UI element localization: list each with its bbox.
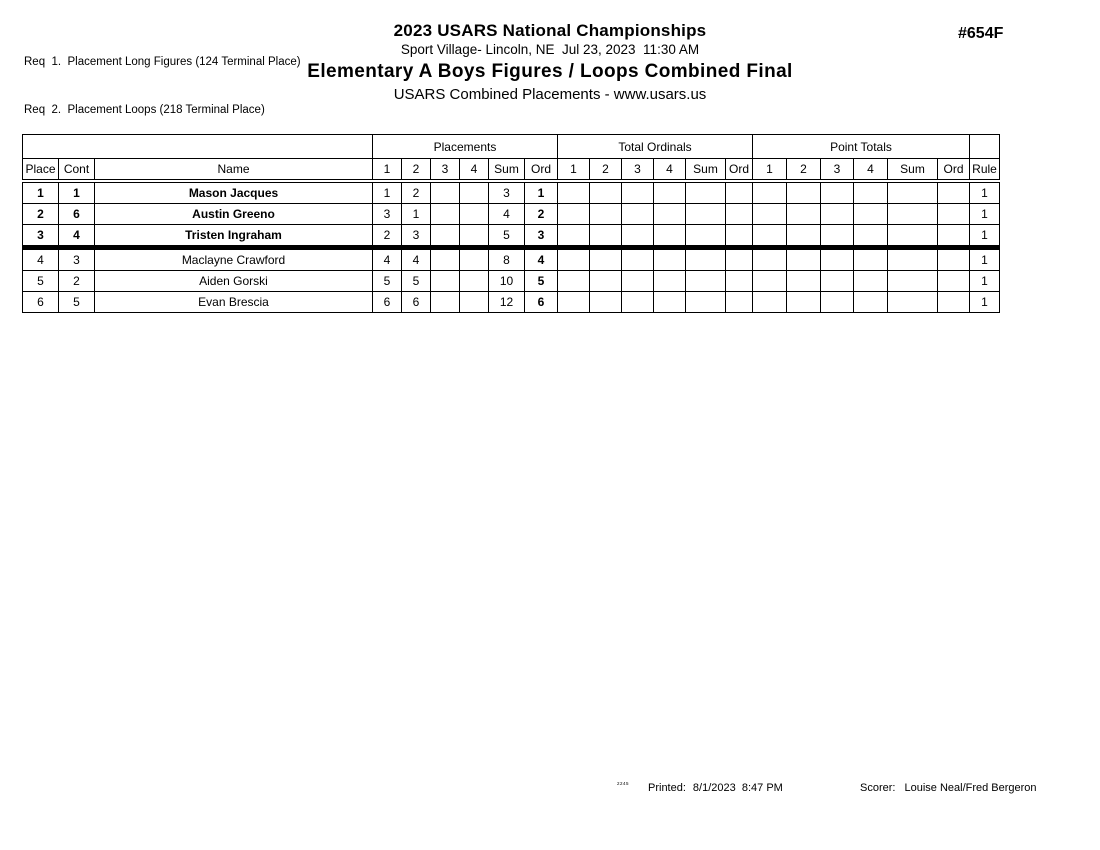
table-row xyxy=(23,181,1000,204)
point-total-cell-empty xyxy=(854,204,888,225)
point-total-ord-cell-empty xyxy=(938,225,970,248)
place-cell: 3 xyxy=(23,225,59,248)
place-cell: 2 xyxy=(23,204,59,225)
point-total-ord-cell-empty xyxy=(938,181,970,204)
results-table xyxy=(22,134,1000,313)
total-ordinal-cell-empty xyxy=(590,292,622,313)
point-total-cell-empty xyxy=(787,225,821,248)
name-cell: Aiden Gorski xyxy=(95,271,373,292)
table-row xyxy=(23,271,1000,292)
cont-cell: 3 xyxy=(59,248,95,271)
point-total-sum-cell-empty xyxy=(888,225,938,248)
placement-3-cell xyxy=(431,292,460,313)
placement-ord-cell: 2 xyxy=(525,204,558,225)
placement-4-cell xyxy=(460,225,489,248)
point-total-cell-empty xyxy=(753,271,787,292)
cont-cell: 4 xyxy=(59,225,95,248)
point-total-4-header: 4 xyxy=(854,159,888,182)
point-total-sum-cell-empty xyxy=(888,292,938,313)
point-total-sum-header: Sum xyxy=(888,159,938,182)
point-total-sum-cell-empty xyxy=(888,204,938,225)
point-total-cell-empty xyxy=(854,248,888,271)
placements-group-header: Placements xyxy=(373,135,558,159)
placement-4-cell xyxy=(460,204,489,225)
rule-cell: 1 xyxy=(970,271,1000,292)
version-code: 2245 xyxy=(617,781,630,786)
spacer-cell xyxy=(970,135,1000,159)
placement-ord-cell: 1 xyxy=(525,181,558,204)
placement-sum-cell: 5 xyxy=(489,225,525,248)
placement-2-cell: 3 xyxy=(402,225,431,248)
table-row xyxy=(23,248,1000,271)
point-total-cell-empty xyxy=(854,292,888,313)
placement-1-cell: 2 xyxy=(373,225,402,248)
point-total-ord-cell-empty xyxy=(938,204,970,225)
column-header-row xyxy=(23,159,1000,182)
point-total-cell-empty xyxy=(821,292,854,313)
rule-cell: 1 xyxy=(970,181,1000,204)
total-ordinal-ord-cell-empty xyxy=(726,225,753,248)
point-total-cell-empty xyxy=(821,204,854,225)
scorer-line xyxy=(860,782,1037,794)
placement-sum-cell: 10 xyxy=(489,271,525,292)
total-ordinal-cell-empty xyxy=(590,204,622,225)
point-total-ord-cell-empty xyxy=(938,248,970,271)
total-ordinal-4-header: 4 xyxy=(654,159,686,182)
name-cell: Mason Jacques xyxy=(95,181,373,204)
placement-2-cell: 4 xyxy=(402,248,431,271)
rule-cell: 1 xyxy=(970,292,1000,313)
point-total-cell-empty xyxy=(821,271,854,292)
total-ordinal-cell-empty xyxy=(590,181,622,204)
venue-date-line: Sport Village- Lincoln, NE Jul 23, 2023 11:30 AM xyxy=(400,42,700,57)
printed-value: 8/1/2023 8:47 PM xyxy=(692,782,783,794)
name-cell: Austin Greeno xyxy=(95,204,373,225)
cont-cell: 1 xyxy=(59,181,95,204)
placement-ord-cell: 3 xyxy=(525,225,558,248)
total-ordinal-cell-empty xyxy=(622,292,654,313)
point-total-cell-empty xyxy=(821,181,854,204)
total-ordinal-cell-empty xyxy=(654,204,686,225)
total-ordinal-cell-empty xyxy=(654,271,686,292)
total-ordinal-ord-cell-empty xyxy=(726,204,753,225)
point-totals-group-header: Point Totals xyxy=(753,135,970,159)
championship-title: 2023 USARS National Championships xyxy=(393,21,707,40)
rule-header: Rule xyxy=(970,159,1000,182)
scorer-value: Louise Neal/Fred Bergeron xyxy=(904,782,1037,794)
placement-3-cell xyxy=(431,225,460,248)
total-ordinal-ord-cell-empty xyxy=(726,181,753,204)
total-ordinal-cell-empty xyxy=(558,204,590,225)
table-row xyxy=(23,204,1000,225)
name-cell: Tristen Ingraham xyxy=(95,225,373,248)
total-ordinal-cell-empty xyxy=(622,225,654,248)
placement-1-cell: 3 xyxy=(373,204,402,225)
table-row xyxy=(23,292,1000,313)
placement-ord-header: Ord xyxy=(525,159,558,182)
name-header: Name xyxy=(95,159,373,182)
placement-4-cell xyxy=(460,292,489,313)
name-cell: Evan Brescia xyxy=(95,292,373,313)
total-ordinals-group-header: Total Ordinals xyxy=(558,135,753,159)
placement-sum-cell: 8 xyxy=(489,248,525,271)
spacer-cell xyxy=(23,135,373,159)
req-line-1: Req 1. Placement Long Figures (124 Terminal Place) xyxy=(24,56,301,68)
printed-label: Printed: xyxy=(648,782,686,794)
point-total-cell-empty xyxy=(787,271,821,292)
total-ordinal-sum-cell-empty xyxy=(686,225,726,248)
cont-cell: 2 xyxy=(59,271,95,292)
placement-2-header: 2 xyxy=(402,159,431,182)
rule-cell: 1 xyxy=(970,204,1000,225)
placement-1-header: 1 xyxy=(373,159,402,182)
point-total-sum-cell-empty xyxy=(888,271,938,292)
point-total-cell-empty xyxy=(787,248,821,271)
total-ordinal-ord-header: Ord xyxy=(726,159,753,182)
placement-2-cell: 6 xyxy=(402,292,431,313)
total-ordinal-sum-cell-empty xyxy=(686,248,726,271)
total-ordinal-cell-empty xyxy=(558,292,590,313)
point-total-cell-empty xyxy=(753,204,787,225)
total-ordinal-2-header: 2 xyxy=(590,159,622,182)
total-ordinal-cell-empty xyxy=(654,181,686,204)
point-total-3-header: 3 xyxy=(821,159,854,182)
point-total-cell-empty xyxy=(753,248,787,271)
placement-1-cell: 5 xyxy=(373,271,402,292)
point-total-cell-empty xyxy=(854,181,888,204)
cont-header: Cont xyxy=(59,159,95,182)
total-ordinal-ord-cell-empty xyxy=(726,248,753,271)
place-cell: 1 xyxy=(23,181,59,204)
placement-4-cell xyxy=(460,271,489,292)
total-ordinal-cell-empty xyxy=(590,271,622,292)
placement-3-cell xyxy=(431,248,460,271)
header-block xyxy=(0,21,1100,103)
placement-3-cell xyxy=(431,181,460,204)
point-total-cell-empty xyxy=(854,271,888,292)
placement-ord-cell: 4 xyxy=(525,248,558,271)
name-cell: Maclayne Crawford xyxy=(95,248,373,271)
placement-4-cell xyxy=(460,181,489,204)
total-ordinal-cell-empty xyxy=(654,248,686,271)
rule-cell: 1 xyxy=(970,248,1000,271)
total-ordinal-sum-cell-empty xyxy=(686,181,726,204)
point-total-sum-cell-empty xyxy=(888,181,938,204)
point-total-cell-empty xyxy=(821,225,854,248)
sheet-number: #654F xyxy=(958,25,1004,42)
placement-sum-header: Sum xyxy=(489,159,525,182)
total-ordinal-cell-empty xyxy=(590,248,622,271)
total-ordinal-sum-cell-empty xyxy=(686,271,726,292)
placements-subtitle: USARS Combined Placements - www.usars.us xyxy=(393,86,707,103)
placement-3-cell xyxy=(431,271,460,292)
rule-cell: 1 xyxy=(970,225,1000,248)
placement-ord-cell: 6 xyxy=(525,292,558,313)
placement-2-cell: 2 xyxy=(402,181,431,204)
total-ordinal-3-header: 3 xyxy=(622,159,654,182)
point-total-ord-header: Ord xyxy=(938,159,970,182)
point-total-ord-cell-empty xyxy=(938,292,970,313)
total-ordinal-sum-cell-empty xyxy=(686,204,726,225)
point-total-cell-empty xyxy=(787,181,821,204)
total-ordinal-sum-header: Sum xyxy=(686,159,726,182)
place-cell: 4 xyxy=(23,248,59,271)
point-total-cell-empty xyxy=(854,225,888,248)
point-total-cell-empty xyxy=(753,292,787,313)
scorer-label: Scorer: xyxy=(860,782,896,794)
placement-sum-cell: 12 xyxy=(489,292,525,313)
total-ordinal-cell-empty xyxy=(654,225,686,248)
placement-1-cell: 1 xyxy=(373,181,402,204)
point-total-cell-empty xyxy=(787,204,821,225)
cont-cell: 5 xyxy=(59,292,95,313)
total-ordinal-cell-empty xyxy=(622,204,654,225)
req-line-2: Req 2. Placement Loops (218 Terminal Place) xyxy=(24,104,265,116)
point-total-sum-cell-empty xyxy=(888,248,938,271)
total-ordinal-cell-empty xyxy=(590,225,622,248)
total-ordinal-cell-empty xyxy=(558,271,590,292)
place-cell: 6 xyxy=(23,292,59,313)
placement-1-cell: 6 xyxy=(373,292,402,313)
placement-4-cell xyxy=(460,248,489,271)
placement-sum-cell: 4 xyxy=(489,204,525,225)
point-total-cell-empty xyxy=(753,181,787,204)
point-total-cell-empty xyxy=(821,248,854,271)
place-header: Place xyxy=(23,159,59,182)
placement-2-cell: 5 xyxy=(402,271,431,292)
total-ordinal-1-header: 1 xyxy=(558,159,590,182)
total-ordinal-ord-cell-empty xyxy=(726,292,753,313)
placement-ord-cell: 5 xyxy=(525,271,558,292)
total-ordinal-cell-empty xyxy=(622,181,654,204)
point-total-2-header: 2 xyxy=(787,159,821,182)
placement-sum-cell: 3 xyxy=(489,181,525,204)
point-total-cell-empty xyxy=(787,292,821,313)
total-ordinal-cell-empty xyxy=(654,292,686,313)
placement-4-header: 4 xyxy=(460,159,489,182)
total-ordinal-cell-empty xyxy=(622,248,654,271)
cont-cell: 6 xyxy=(59,204,95,225)
total-ordinal-sum-cell-empty xyxy=(686,292,726,313)
placement-2-cell: 1 xyxy=(402,204,431,225)
placement-3-header: 3 xyxy=(431,159,460,182)
point-total-cell-empty xyxy=(753,225,787,248)
place-cell: 5 xyxy=(23,271,59,292)
placement-3-cell xyxy=(431,204,460,225)
group-header-row xyxy=(23,135,1000,159)
point-total-ord-cell-empty xyxy=(938,271,970,292)
table-row xyxy=(23,225,1000,248)
total-ordinal-cell-empty xyxy=(558,181,590,204)
total-ordinal-ord-cell-empty xyxy=(726,271,753,292)
point-total-1-header: 1 xyxy=(753,159,787,182)
total-ordinal-cell-empty xyxy=(558,225,590,248)
placement-1-cell: 4 xyxy=(373,248,402,271)
event-title: Elementary A Boys Figures / Loops Combined Final xyxy=(307,61,793,82)
total-ordinal-cell-empty xyxy=(622,271,654,292)
printed-line xyxy=(648,782,783,794)
total-ordinal-cell-empty xyxy=(558,248,590,271)
